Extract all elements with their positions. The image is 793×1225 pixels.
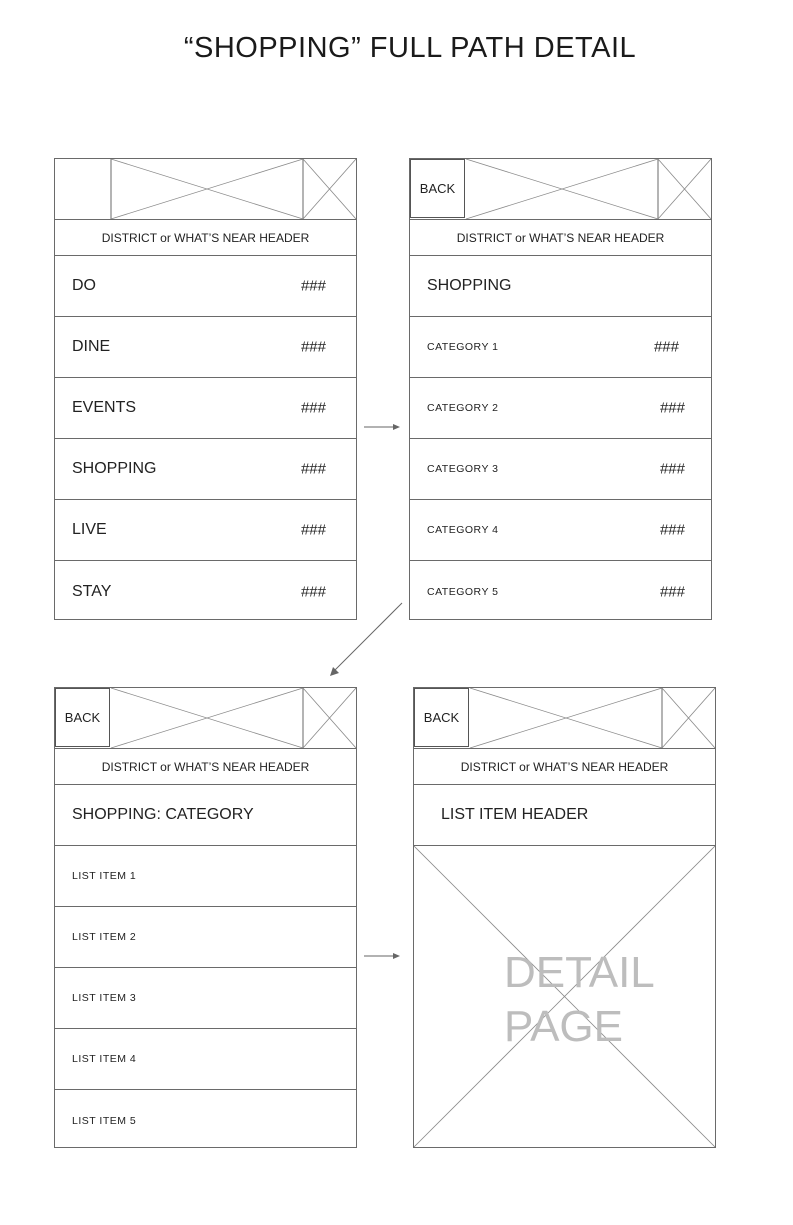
menu-row-label: DO (72, 277, 96, 294)
menu-row-stay[interactable] (55, 561, 356, 622)
screen-shopping (409, 158, 712, 620)
menu-row-do[interactable] (55, 256, 356, 317)
menu-row-count: ### (300, 521, 326, 539)
category-count: ### (659, 521, 685, 539)
hero-banner (55, 159, 356, 220)
menu-row-live[interactable] (55, 500, 356, 561)
category-label: CATEGORY 2 (427, 402, 499, 414)
menu-row-dine[interactable] (55, 317, 356, 378)
menu-row-label: EVENTS (72, 399, 137, 416)
menu-row-label: LIVE (72, 521, 107, 538)
category-count: ### (659, 583, 685, 600)
category-label: CATEGORY 4 (427, 524, 499, 536)
category-label: CATEGORY 5 (427, 585, 499, 598)
hero-placeholder-icon (55, 159, 356, 219)
list-item[interactable] (55, 846, 356, 907)
screen-detail (413, 687, 716, 1148)
section-title-row (55, 785, 356, 846)
district-header: DISTRICT or WHAT’S NEAR HEADER (55, 220, 356, 256)
category-row[interactable] (410, 439, 711, 500)
menu-row-count: ### (300, 338, 326, 356)
detail-line-1: DETAIL (504, 948, 655, 997)
list-item-label: LIST ITEM 5 (72, 1114, 137, 1127)
district-header: DISTRICT or WHAT’S NEAR HEADER (414, 749, 715, 785)
screen-home (54, 158, 357, 620)
hero-banner (410, 159, 711, 220)
page-title: “SHOPPING” FULL PATH DETAIL (183, 32, 637, 64)
menu-row-label: SHOPPING (72, 460, 157, 477)
category-row[interactable] (410, 378, 711, 439)
list-item[interactable] (55, 1029, 356, 1090)
menu-row-label: DINE (72, 338, 111, 355)
list-item-label: LIST ITEM 2 (72, 931, 137, 943)
category-label: CATEGORY 3 (427, 463, 499, 475)
menu-row-count: ### (300, 399, 326, 417)
screen-category (54, 687, 357, 1148)
category-row[interactable] (410, 317, 711, 378)
list-item-label: LIST ITEM 4 (72, 1053, 137, 1065)
menu-row-count: ### (300, 277, 326, 295)
flow-arrow-right-icon (362, 419, 402, 435)
section-title-row (410, 256, 711, 317)
category-count: ### (659, 399, 685, 417)
detail-image-placeholder (414, 846, 715, 1147)
category-row[interactable] (410, 500, 711, 561)
district-header: DISTRICT or WHAT’S NEAR HEADER (410, 220, 711, 256)
list-item[interactable] (55, 907, 356, 968)
list-item-label: LIST ITEM 1 (72, 870, 137, 882)
section-title: SHOPPING (427, 277, 512, 294)
section-title-row (414, 785, 715, 846)
section-title: LIST ITEM HEADER (441, 806, 589, 823)
district-header: DISTRICT or WHAT’S NEAR HEADER (55, 749, 356, 785)
detail-line-2: PAGE (504, 1002, 624, 1051)
category-row[interactable] (410, 561, 711, 622)
list-item[interactable] (55, 968, 356, 1029)
category-label: CATEGORY 1 (427, 341, 499, 353)
category-count: ### (653, 338, 679, 356)
menu-row-count: ### (300, 583, 326, 600)
menu-row-events[interactable] (55, 378, 356, 439)
list-item[interactable] (55, 1090, 356, 1151)
back-button[interactable]: BACK (410, 159, 465, 218)
menu-row-label: STAY (72, 582, 112, 600)
menu-row-count: ### (300, 460, 326, 478)
menu-row-shopping[interactable] (55, 439, 356, 500)
section-title: SHOPPING: CATEGORY (72, 806, 254, 823)
flow-arrow-right-icon (362, 948, 402, 964)
category-count: ### (659, 460, 685, 478)
list-item-label: LIST ITEM 3 (72, 992, 137, 1004)
back-button[interactable]: BACK (55, 688, 110, 747)
flow-arrow-diagonal-icon (325, 600, 407, 680)
detail-page-label (504, 946, 655, 1054)
hero-banner (414, 688, 715, 749)
back-button[interactable]: BACK (414, 688, 469, 747)
hero-banner (55, 688, 356, 749)
